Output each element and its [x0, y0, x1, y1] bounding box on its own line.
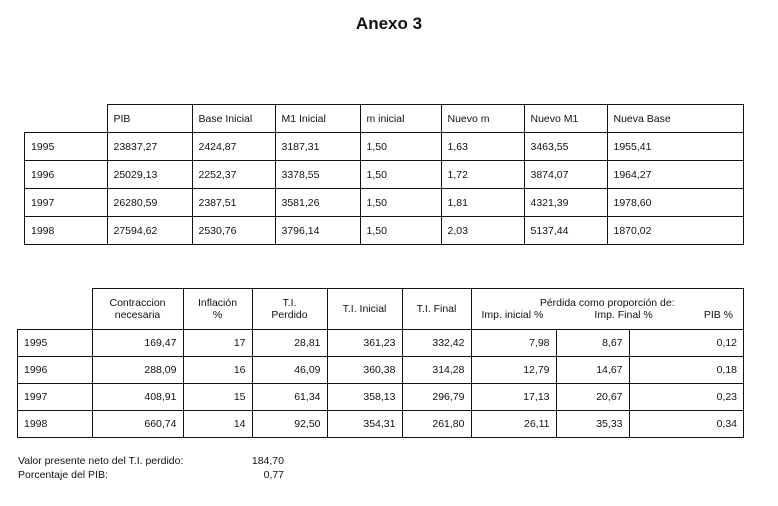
inflacion-cell: 17	[183, 330, 252, 357]
nueva-base-cell: 1870,02	[607, 217, 744, 245]
pib-cell: 26280,59	[107, 189, 192, 217]
imp-final-cell: 14,67	[556, 357, 629, 384]
table-header-row	[25, 105, 744, 133]
column-header: Nueva Base	[607, 105, 744, 133]
table-header-row	[18, 289, 744, 330]
vpn-label: Valor presente neto del T.I. perdido:	[18, 455, 184, 467]
inflacion-cell: 16	[183, 357, 252, 384]
footer-vpn-line	[18, 455, 284, 467]
contraccion-cell: 660,74	[92, 411, 183, 438]
m-inicial-cell: 1,50	[360, 133, 441, 161]
monetary-base-table	[24, 104, 744, 245]
imp-inicial-cell: 26,11	[471, 411, 556, 438]
column-header-contraccion	[92, 289, 183, 330]
table-row	[25, 133, 744, 161]
column-header: Base Inicial	[192, 105, 275, 133]
column-header-inflacion	[183, 289, 252, 330]
inflacion-cell: 15	[183, 384, 252, 411]
column-header: Nuevo M1	[524, 105, 607, 133]
year-cell: 1995	[18, 330, 93, 357]
year-cell: 1995	[25, 133, 108, 161]
column-header-ti-final: T.I. Final	[402, 289, 471, 330]
ti-final-cell: 261,80	[402, 411, 471, 438]
imp-final-cell: 35,33	[556, 411, 629, 438]
m1-inicial-cell: 3796,14	[275, 217, 360, 245]
ti-perdido-cell: 61,34	[252, 384, 327, 411]
base-inicial-cell: 2252,37	[192, 161, 275, 189]
pib-pct-cell: 0,34	[629, 411, 744, 438]
header-line: Inflación	[197, 297, 238, 309]
nuevo-m-cell: 1,81	[441, 189, 524, 217]
header-line: T.I.	[282, 297, 297, 309]
ti-final-cell: 314,28	[402, 357, 471, 384]
m1-inicial-cell: 3581,26	[275, 189, 360, 217]
nuevo-m-cell: 1,72	[441, 161, 524, 189]
nueva-base-cell: 1955,41	[607, 133, 744, 161]
ti-perdido-cell: 28,81	[252, 330, 327, 357]
year-cell: 1997	[25, 189, 108, 217]
header-line: Contraccion	[109, 297, 166, 309]
base-inicial-cell: 2387,51	[192, 189, 275, 217]
subheader-row	[478, 309, 738, 321]
nuevo-m1-cell: 3463,55	[524, 133, 607, 161]
header-line: %	[212, 309, 223, 321]
table-row	[18, 357, 744, 384]
table-row	[18, 384, 744, 411]
nuevo-m1-cell: 4321,39	[524, 189, 607, 217]
subheader-pib-pct: PIB %	[703, 309, 733, 321]
pib-cell: 23837,27	[107, 133, 192, 161]
imp-inicial-cell: 17,13	[471, 384, 556, 411]
nueva-base-cell: 1964,27	[607, 161, 744, 189]
pib-pct-cell: 0,23	[629, 384, 744, 411]
m-inicial-cell: 1,50	[360, 217, 441, 245]
column-header: m inicial	[360, 105, 441, 133]
subheader-imp-inicial: Imp. inicial %	[481, 309, 544, 321]
m-inicial-cell: 1,50	[360, 161, 441, 189]
corner-cell	[25, 105, 108, 133]
inflacion-cell: 14	[183, 411, 252, 438]
m1-inicial-cell: 3378,55	[275, 161, 360, 189]
corner-cell	[18, 289, 93, 330]
interest-loss-table	[17, 288, 744, 438]
year-cell: 1996	[25, 161, 108, 189]
header-line: necesaria	[114, 309, 161, 321]
imp-inicial-cell: 7,98	[471, 330, 556, 357]
imp-final-cell: 20,67	[556, 384, 629, 411]
imp-final-cell: 8,67	[556, 330, 629, 357]
nuevo-m1-cell: 3874,07	[524, 161, 607, 189]
pib-label: Porcentaje del PIB:	[18, 469, 108, 481]
ti-inicial-cell: 361,23	[327, 330, 402, 357]
table-row	[25, 217, 744, 245]
page-title: Anexo 3	[355, 14, 423, 33]
contraccion-cell: 288,09	[92, 357, 183, 384]
column-header: Nuevo m	[441, 105, 524, 133]
column-header-ti-inicial: T.I. Inicial	[327, 289, 402, 330]
header-line: Perdido	[271, 309, 308, 321]
table-row	[25, 189, 744, 217]
column-header: M1 Inicial	[275, 105, 360, 133]
year-cell: 1996	[18, 357, 93, 384]
m1-inicial-cell: 3187,31	[275, 133, 360, 161]
table-row	[25, 161, 744, 189]
base-inicial-cell: 2530,76	[192, 217, 275, 245]
ti-final-cell: 332,42	[402, 330, 471, 357]
ti-inicial-cell: 354,31	[327, 411, 402, 438]
vpn-value: 184,70	[251, 455, 284, 467]
ti-inicial-cell: 360,38	[327, 357, 402, 384]
nuevo-m-cell: 2,03	[441, 217, 524, 245]
pib-pct-cell: 0,18	[629, 357, 744, 384]
year-cell: 1998	[25, 217, 108, 245]
year-cell: 1998	[18, 411, 93, 438]
imp-inicial-cell: 12,79	[471, 357, 556, 384]
contraccion-cell: 408,91	[92, 384, 183, 411]
column-header: PIB	[107, 105, 192, 133]
ti-final-cell: 296,79	[402, 384, 471, 411]
column-header-perdida-group	[471, 289, 744, 330]
year-cell: 1997	[18, 384, 93, 411]
pib-cell: 27594,62	[107, 217, 192, 245]
nuevo-m-cell: 1,63	[441, 133, 524, 161]
footer-pib-line	[18, 469, 284, 481]
table-row	[18, 330, 744, 357]
group-header-label: Pérdida como proporción de:	[539, 297, 675, 309]
contraccion-cell: 169,47	[92, 330, 183, 357]
ti-perdido-cell: 92,50	[252, 411, 327, 438]
table-row	[18, 411, 744, 438]
ti-perdido-cell: 46,09	[252, 357, 327, 384]
pib-value: 0,77	[263, 469, 284, 481]
pib-pct-cell: 0,12	[629, 330, 744, 357]
base-inicial-cell: 2424,87	[192, 133, 275, 161]
ti-inicial-cell: 358,13	[327, 384, 402, 411]
column-header-ti-perdido	[252, 289, 327, 330]
pib-cell: 25029,13	[107, 161, 192, 189]
nuevo-m1-cell: 5137,44	[524, 217, 607, 245]
m-inicial-cell: 1,50	[360, 189, 441, 217]
nueva-base-cell: 1978,60	[607, 189, 744, 217]
subheader-imp-final: Imp. Final %	[594, 309, 653, 321]
